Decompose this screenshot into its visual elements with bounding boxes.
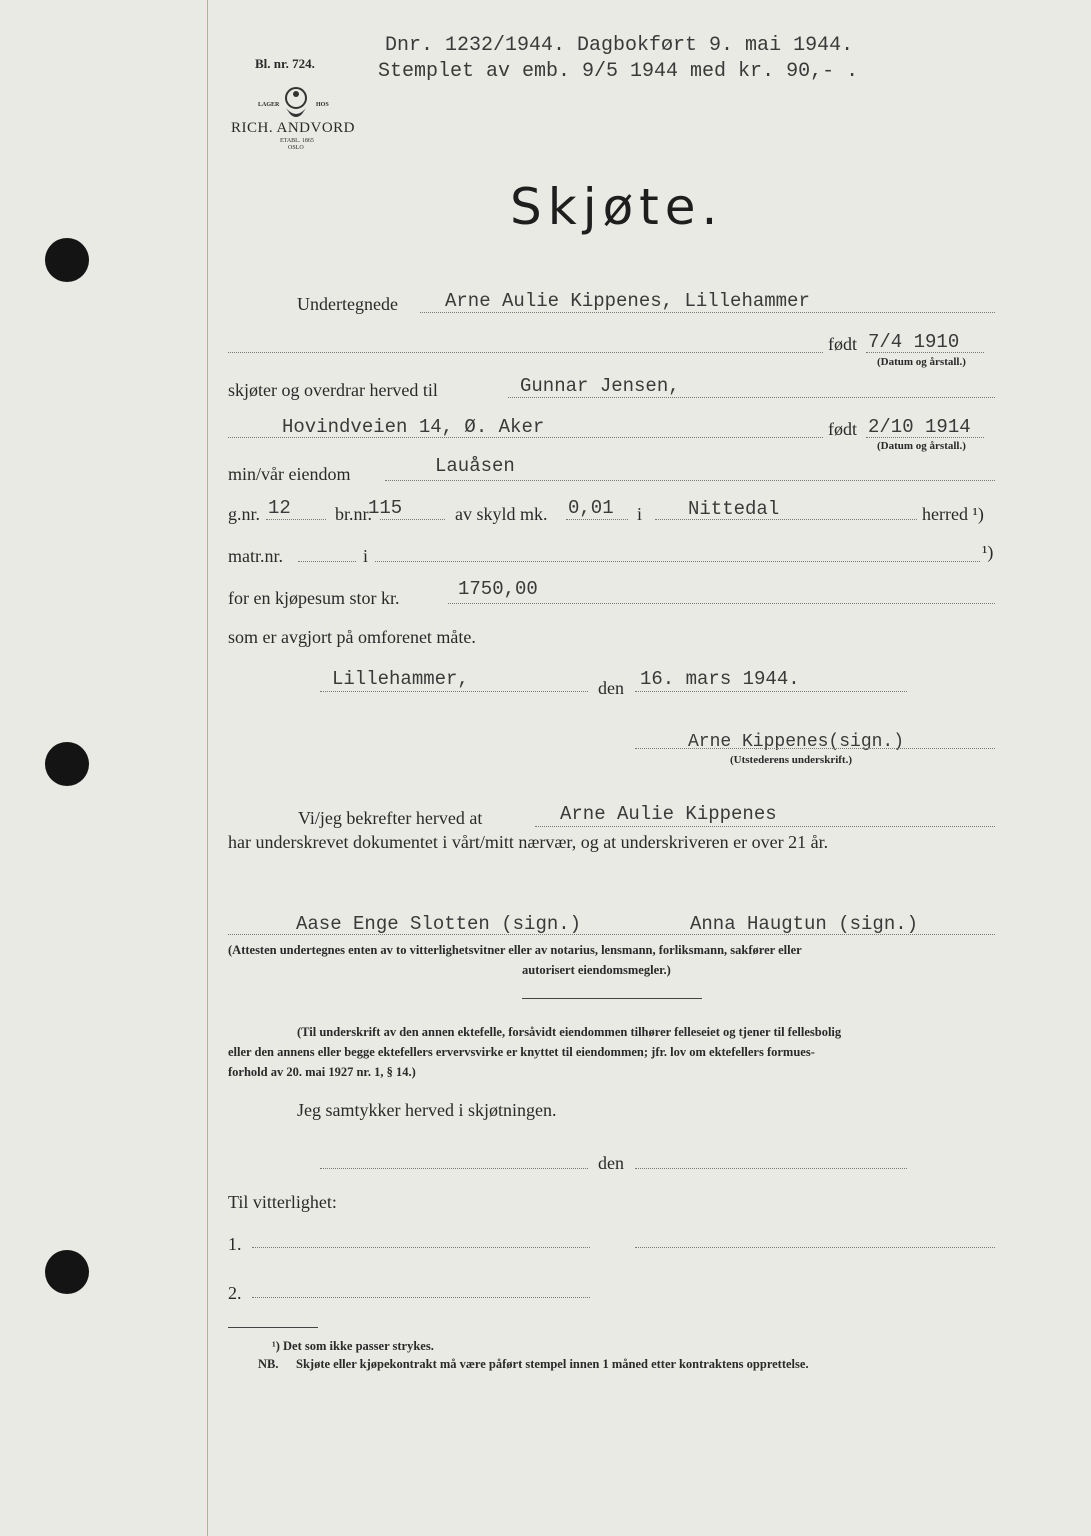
witness-number-2: 2. [228, 1283, 242, 1303]
witness-signature-1: Aase Enge Slotten (sign.) [296, 913, 582, 935]
document-title: Skjøte. [510, 178, 724, 236]
skyld-line [566, 519, 628, 520]
attestation-label: Vi/jeg bekrefter herved at [298, 808, 483, 828]
buyer-address: Hovindveien 14, Ø. Aker [282, 416, 545, 438]
seller-name: Arne Aulie Kippenes, Lillehammer [445, 290, 810, 312]
punch-hole-bottom [45, 1250, 89, 1294]
punch-hole-top [45, 238, 89, 282]
seller-birth-date: 7/4 1910 [868, 331, 960, 353]
herred-line [655, 519, 917, 520]
attested-name-line [535, 826, 995, 827]
signing-place-line [320, 691, 588, 692]
seller-date-hint: (Datum og årstall.) [877, 356, 966, 368]
logo-established: ETABL. 1865 [280, 138, 314, 144]
buyer-date-hint: (Datum og årstall.) [877, 440, 966, 452]
price-label: for en kjøpesum stor kr. [228, 588, 400, 608]
registration-stamp-line-2: Stemplet av emb. 9/5 1944 med kr. 90,- . [378, 60, 859, 83]
nb-text: Skjøte eller kjøpekontrakt må være påført stempel innen 1 måned etter kontraktens opprettelse. [296, 1357, 809, 1371]
gnr-line [266, 519, 326, 520]
skyld-label: av skyld mk. [455, 504, 548, 524]
witness-1-extra-line [635, 1247, 995, 1248]
section-divider [522, 998, 702, 999]
property-name-line [385, 480, 995, 481]
property-name: Lauåsen [435, 455, 515, 477]
footnote-rule [228, 1327, 318, 1328]
herred-label: herred ¹) [922, 504, 984, 524]
settled-text: som er avgjort på omforenet måte. [228, 627, 476, 647]
nb-label: NB. [258, 1357, 279, 1371]
skyld-value: 0,01 [568, 497, 614, 519]
buyer-name-line [508, 397, 995, 398]
spouse-place-line [320, 1168, 588, 1169]
logo-city: OSLO [288, 145, 304, 151]
attestation-note-line-2: autorisert eiendomsmegler.) [522, 963, 671, 977]
witness-1-name-line [252, 1247, 590, 1248]
buyer-birth-line [866, 437, 984, 438]
seller-label: Undertegnede [297, 294, 398, 314]
witness-2-name-line [252, 1297, 590, 1298]
signature-hint: (Utstederens underskrift.) [730, 754, 853, 766]
spouse-note-line-1: (Til underskrift av den annen ektefelle, forsåvidt eiendommen tilhører felleseiet og tjener til fellesbolig [297, 1025, 842, 1039]
attested-name: Arne Aulie Kippenes [560, 803, 777, 825]
buyer-name: Gunnar Jensen, [520, 375, 680, 397]
buyer-label: skjøter og overdrar herved til [228, 380, 438, 400]
attestation-statement: har underskrevet dokumentet i vårt/mitt nærvær, og at underskriveren er over 21 år. [228, 832, 829, 852]
matr-number-line [298, 561, 356, 562]
spouse-consent-text: Jeg samtykker herved i skjøtningen. [297, 1100, 557, 1120]
logo-hos-text: HOS [316, 102, 329, 108]
logo-lager-text: LAGER [258, 102, 280, 108]
herred-value: Nittedal [688, 498, 780, 520]
herred-i-label: i [637, 504, 643, 524]
gnr-value: 12 [268, 497, 291, 519]
seller-birth-line [866, 352, 984, 353]
buyer-address-line [228, 437, 823, 438]
bnr-label: br.nr. [335, 504, 373, 524]
logo-name: RICH. ANDVORD [231, 120, 356, 136]
bnr-line [380, 519, 445, 520]
witness-signature-line [228, 934, 995, 935]
buyer-born-label: født [828, 419, 857, 439]
price-value: 1750,00 [458, 578, 538, 600]
seller-name-line [420, 312, 995, 313]
matr-i-label: i [363, 546, 369, 566]
spouse-date-line [635, 1168, 907, 1169]
spouse-note-line-2: eller den annens eller begge ektefellers ervervsvirke er knyttet til eiendommen; jfr. lov om ektefellers formues- [228, 1045, 815, 1059]
gnr-label: g.nr. [228, 504, 261, 524]
spouse-den-label: den [598, 1153, 624, 1173]
seller-signature-line [635, 748, 995, 749]
footnote-1: ¹) Det som ikke passer strykes. [272, 1339, 434, 1353]
punch-hole-middle [45, 742, 89, 786]
registration-stamp-line-1: Dnr. 1232/1944. Dagbokført 9. mai 1944. [385, 34, 854, 57]
buyer-birth-date: 2/10 1914 [868, 416, 971, 438]
price-line [448, 603, 995, 604]
property-label: min/vår eiendom [228, 464, 351, 484]
form-number: Bl. nr. 724. [255, 56, 315, 71]
signing-date-line [635, 691, 907, 692]
seller-extra-line [228, 352, 823, 353]
matr-footnote-mark: ¹) [982, 542, 994, 562]
attestation-note-line-1: (Attesten undertegnes enten av to vitterlighetsvitner eller av notarius, lensmann, forliksmann, sakfører eller [228, 943, 802, 957]
spouse-note-line-3: forhold av 20. mai 1927 nr. 1, § 14.) [228, 1065, 416, 1079]
seller-born-label: født [828, 334, 857, 354]
matr-place-line [375, 561, 980, 562]
seller-signature: Arne Kippenes(sign.) [688, 732, 905, 752]
matr-label: matr.nr. [228, 546, 283, 566]
margin-rule [207, 0, 208, 1536]
signing-place: Lillehammer, [332, 668, 469, 690]
signing-den-label: den [598, 678, 624, 698]
publisher-logo [228, 80, 368, 160]
signing-date: 16. mars 1944. [640, 668, 800, 690]
bnr-value: 115 [368, 497, 403, 519]
witness-number-1: 1. [228, 1234, 242, 1254]
witnesses-title: Til vitterlighet: [228, 1192, 337, 1212]
witness-signature-2: Anna Haugtun (sign.) [690, 913, 919, 935]
